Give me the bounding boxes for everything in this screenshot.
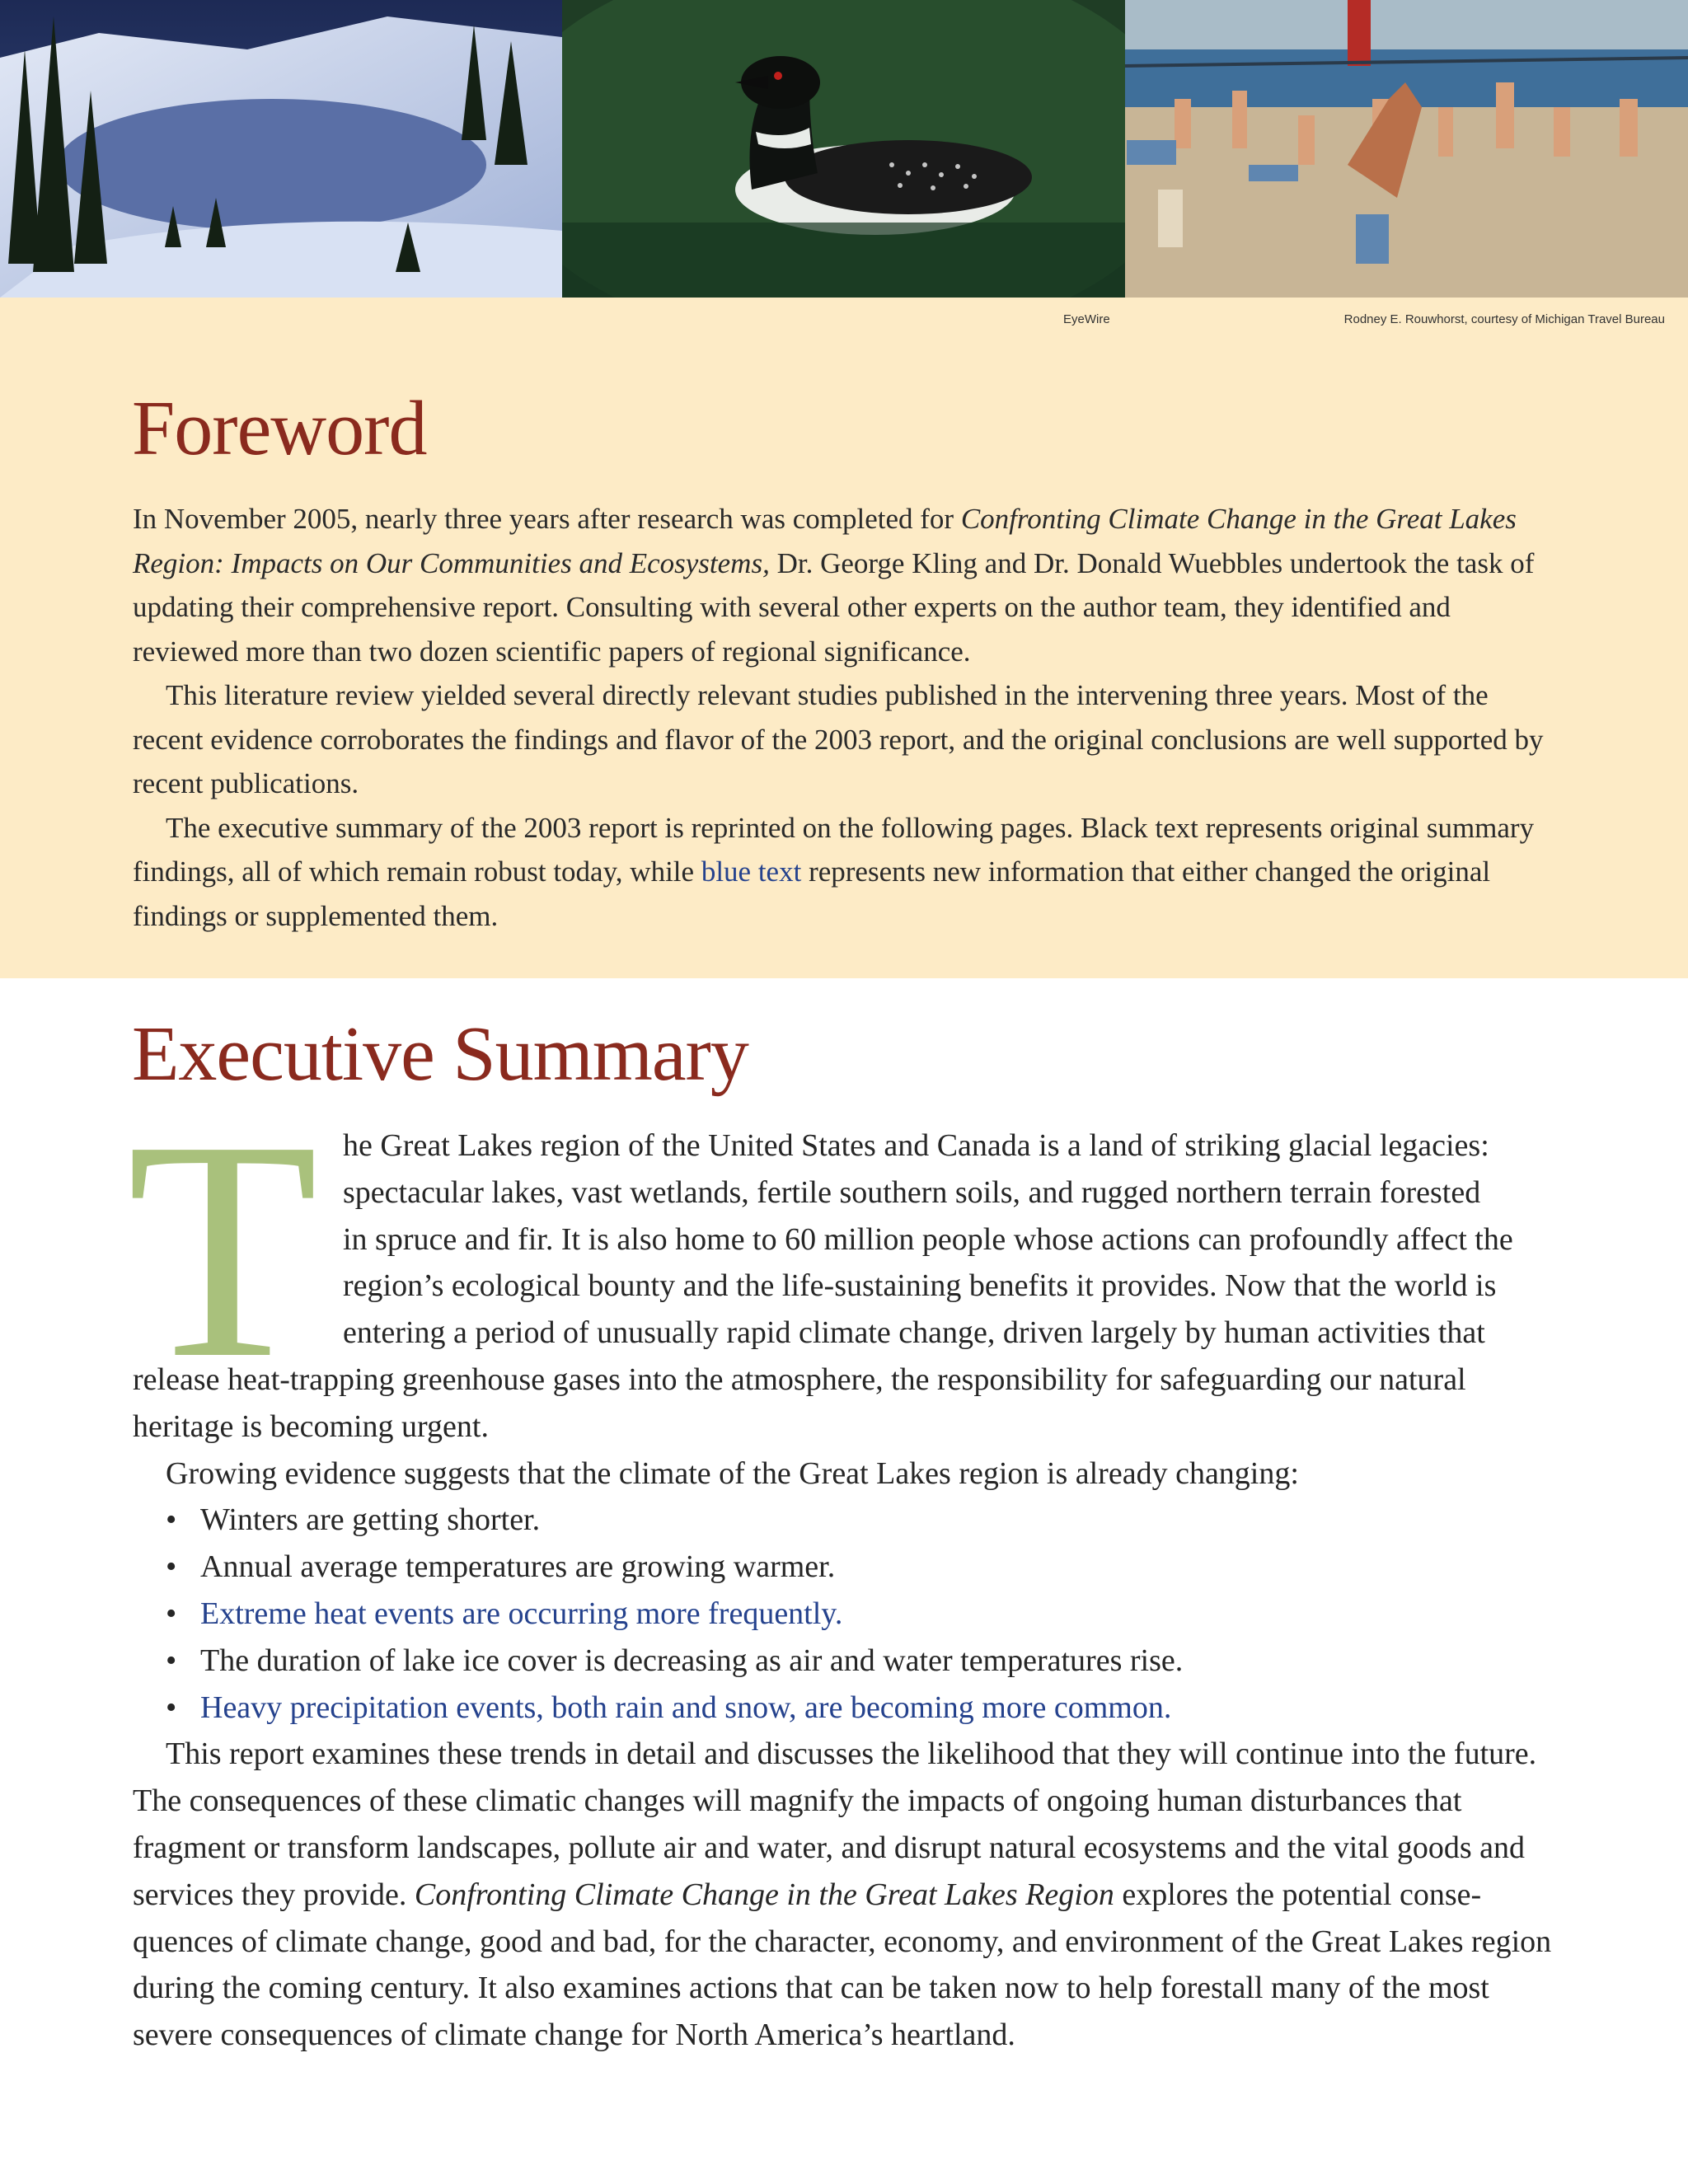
bullet-text-new: Extreme heat events are occurring more frequently. — [200, 1596, 843, 1631]
dropcap-letter: T — [127, 1076, 319, 1423]
foreword-p3-text-cont: represents new information that either changed the original findings or supplemented them. — [133, 855, 1491, 932]
bullet-icon: • — [166, 1643, 177, 1678]
closing-text-cont: explores the potential conse-quences of climate change, good and bad, for the character, economy, and environment of the Great Lakes region during the coming century. It also examines actions that can be taken now to help forestall many of the most severe consequences of climate change for North America’s heartland. — [133, 1877, 1552, 2053]
foreword-paragraph-3 — [133, 806, 1550, 939]
lead-line: region’s ecological bounty and the life-sustaining benefits it provides. Now that the world is — [343, 1268, 1497, 1304]
closing-paragraph — [133, 1731, 1567, 2059]
report-title-italic: Confronting Climate Change in the Great Lakes Region — [414, 1877, 1114, 1912]
lead-line: spectacular lakes, vast wetlands, fertile southern soils, and rugged northern terrain forested — [343, 1174, 1481, 1210]
lead-line: he Great Lakes region of the United States and Canada is a land of striking glacial legacies: — [343, 1128, 1489, 1163]
bullet-icon: • — [166, 1502, 177, 1538]
foreword-p1-text: In November 2005, nearly three years after research was completed for — [133, 503, 961, 535]
bullet-text: Annual average temperatures are growing warmer. — [200, 1549, 836, 1585]
photo-credits — [0, 304, 1688, 329]
bullet-text: Winters are getting shorter. — [200, 1502, 541, 1538]
foreword-p3-text: The executive summary of the 2003 report is reprinted on the following pages. Black text represents original summary findings, all of which remain robust today, while — [133, 811, 1535, 888]
report-title-italic: Confronting Climate Change in the Great Lakes Region: Impacts on Our Communities and Ecosystems, — [133, 503, 1517, 579]
foreword-title: Foreword — [132, 386, 427, 471]
evidence-intro: Growing evidence suggests that the climate of the Great Lakes region is already changing: — [166, 1455, 1299, 1491]
foreword-paragraph-1 — [133, 497, 1550, 673]
photo-snowy-lake — [0, 0, 562, 298]
list-item — [133, 1638, 1567, 1685]
photo-credit-beach: Rodney E. Rouwhorst, courtesy of Michigan Travel Bureau — [1343, 312, 1665, 326]
foreword-paragraph-2: This literature review yielded several directly relevant studies published in the intervening three years. Most of the recent evidence corroborates the findings and flavor of the 2003 report, and the original conclusions are well supported by recent publications. — [133, 679, 1544, 799]
bullet-text: The duration of lake ice cover is decreasing as air and water temperatures rise. — [200, 1643, 1184, 1678]
foreword-body — [133, 497, 1550, 938]
foreword-section — [0, 298, 1688, 978]
executive-summary-body — [133, 1122, 1567, 2059]
bullet-icon: • — [166, 1596, 177, 1631]
list-item — [133, 1544, 1567, 1591]
lead-paragraph-rest: release heat-trapping greenhouse gases into the atmosphere, the responsibility for safeguarding our natural heritage is becoming urgent. — [133, 1361, 1466, 1444]
lead-line: in spruce and fir. It is also home to 60 million people whose actions can profoundly affect the — [343, 1221, 1513, 1257]
list-item — [133, 1591, 1567, 1638]
list-item — [133, 1685, 1567, 1732]
foreword-p1-text-cont: Dr. George Kling and Dr. Donald Wuebbles undertook the task of updating their comprehensive report. Consulting with several other experts on the author team, they identified and reviewed more than two dozen scientific papers of regional significance. — [133, 546, 1535, 668]
executive-summary-title: Executive Summary — [132, 1011, 748, 1097]
bullet-text-new: Heavy precipitation events, both rain and snow, are becoming more common. — [200, 1690, 1172, 1725]
closing-text: This report examines these trends in detail and discusses the likelihood that they will continue into the future. The consequences of these climatic changes will magnify the impacts of ongoing human disturbances that fragment or transform landscapes, pollute air and water, and disrupt natural ecosystems and the vital goods and services they provide. — [133, 1736, 1537, 1912]
lead-line: entering a period of unusually rapid climate change, driven largely by human activities that — [343, 1315, 1485, 1351]
photo-loon — [562, 0, 1125, 298]
evidence-bullet-list — [133, 1497, 1567, 1731]
list-item — [133, 1497, 1567, 1544]
photo-strip — [0, 0, 1688, 298]
photo-beach — [1125, 0, 1688, 298]
bullet-icon: • — [166, 1549, 177, 1585]
blue-text-label: blue text — [701, 855, 802, 888]
bullet-icon: • — [166, 1690, 177, 1725]
photo-credit-loon: EyeWire — [1063, 312, 1110, 326]
